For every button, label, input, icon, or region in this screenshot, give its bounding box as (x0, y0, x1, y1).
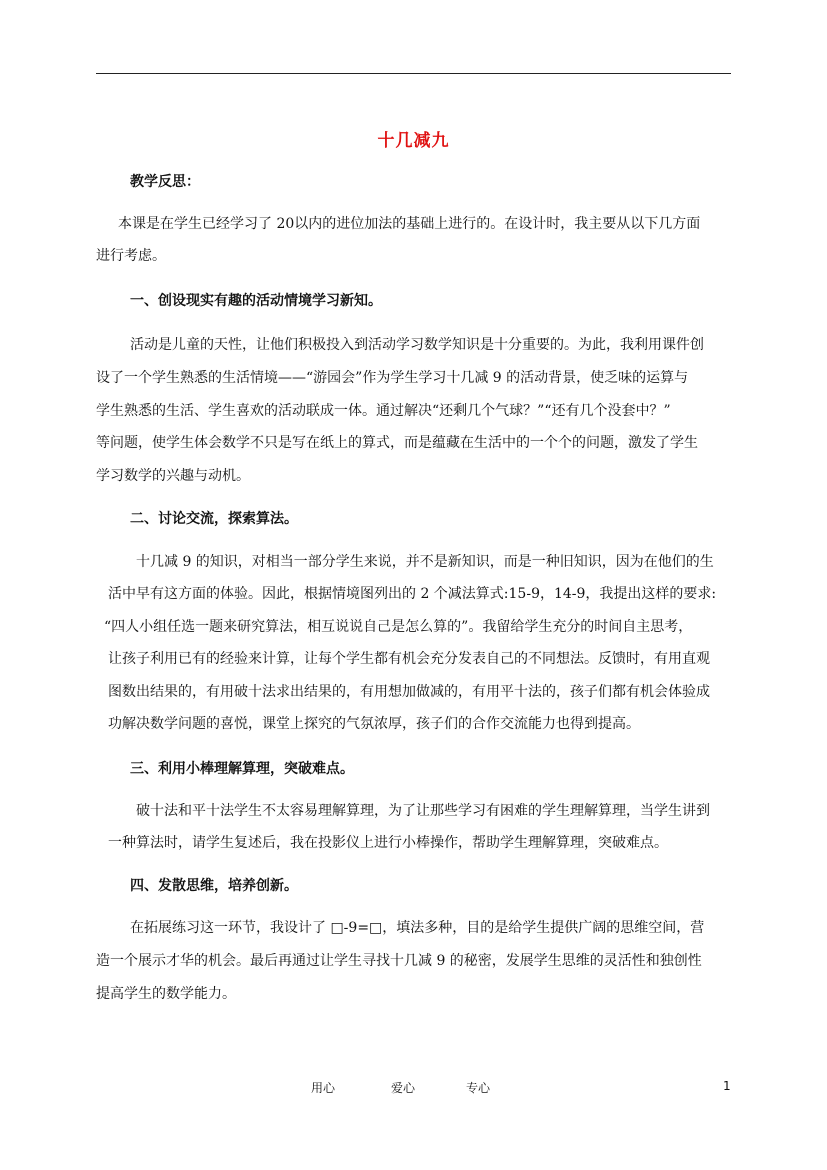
intro-line: 本课是在学生已经学习了 20以内的进位加法的基础上进行的。在设计时，我主要从以下几方面 (118, 216, 701, 232)
header-rule (96, 73, 731, 74)
paragraph-line: 活中早有这方面的体验。因此，根据情境图列出的 2 个减法算式:15-9，14-9，我提出这样的要求: (108, 586, 717, 602)
paragraph-line: 让孩子利用已有的经验来计算，让每个学生都有机会充分发表自己的不同想法。反馈时，有用直观 (108, 651, 710, 667)
paragraph-line: 在拓展练习这一环节，我设计了 □-9=□，填法多种，目的是给学生提供广阔的思维空间，营 (130, 920, 705, 936)
footer-item: 用心 (311, 1081, 336, 1095)
paragraph-line: 活动是儿童的天性，让他们积极投入到活动学习数学知识是十分重要的。为此，我利用课件创 (130, 337, 704, 353)
paragraph-line: 造一个展示才华的机会。最后再通过让学生寻找十几减 9 的秘密，发展学生思维的灵活性和独创性 (96, 953, 702, 969)
section-label: 教学反思： (130, 174, 200, 190)
footer-item: 专心 (466, 1081, 491, 1095)
section-heading-4: 四、发散思维，培养创新。 (130, 878, 298, 894)
paragraph-line: “四人小组任选一题来研究算法，相互说说自己是怎么算的”。我留给学生充分的时间自主思考， (104, 619, 693, 635)
section-heading-3: 三、利用小棒理解算理，突破难点。 (130, 761, 354, 777)
section-heading-1: 一、创设现实有趣的活动情境学习新知。 (130, 293, 382, 309)
paragraph-line: 破十法和平十法学生不太容易理解算理，为了让那些学习有困难的学生理解算理，当学生讲到 (136, 803, 710, 819)
section-heading-2: 二、讨论交流，探索算法。 (130, 511, 298, 527)
intro-line: 进行考虑。 (96, 248, 166, 264)
document-title: 十几减九 (377, 131, 450, 151)
paragraph-line: 提高学生的数学能力。 (96, 986, 236, 1002)
paragraph-line: 设了一个学生熟悉的生活情境——“游园会”作为学生学习十几减 9 的活动背景，使乏味的运算与 (96, 370, 689, 386)
paragraph-line: 一种算法时，请学生复述后，我在投影仪上进行小棒操作，帮助学生理解算理，突破难点。 (108, 835, 668, 851)
paragraph-line: 十几减 9 的知识，对相当一部分学生来说，并不是新知识，而是一种旧知识，因为在他们的生 (136, 554, 714, 570)
page-number: 1 (723, 1079, 731, 1093)
paragraph-line: 图数出结果的，有用破十法求出结果的，有用想加做减的，有用平十法的，孩子们都有机会体验成 (108, 684, 710, 700)
paragraph-line: 学生熟悉的生活、学生喜欢的活动联成一体。通过解决“还剩几个气球？”“还有几个没套中？” (96, 403, 671, 419)
paragraph-line: 功解决数学问题的喜悦，课堂上探究的气氛浓厚，孩子们的合作交流能力也得到提高。 (108, 716, 640, 732)
paragraph-line: 等问题，使学生体会数学不只是写在纸上的算式，而是蕴藏在生活中的一个个的问题，激发了学生 (96, 435, 698, 451)
footer-item: 爱心 (391, 1081, 416, 1095)
paragraph-line: 学习数学的兴趣与动机。 (96, 468, 250, 484)
